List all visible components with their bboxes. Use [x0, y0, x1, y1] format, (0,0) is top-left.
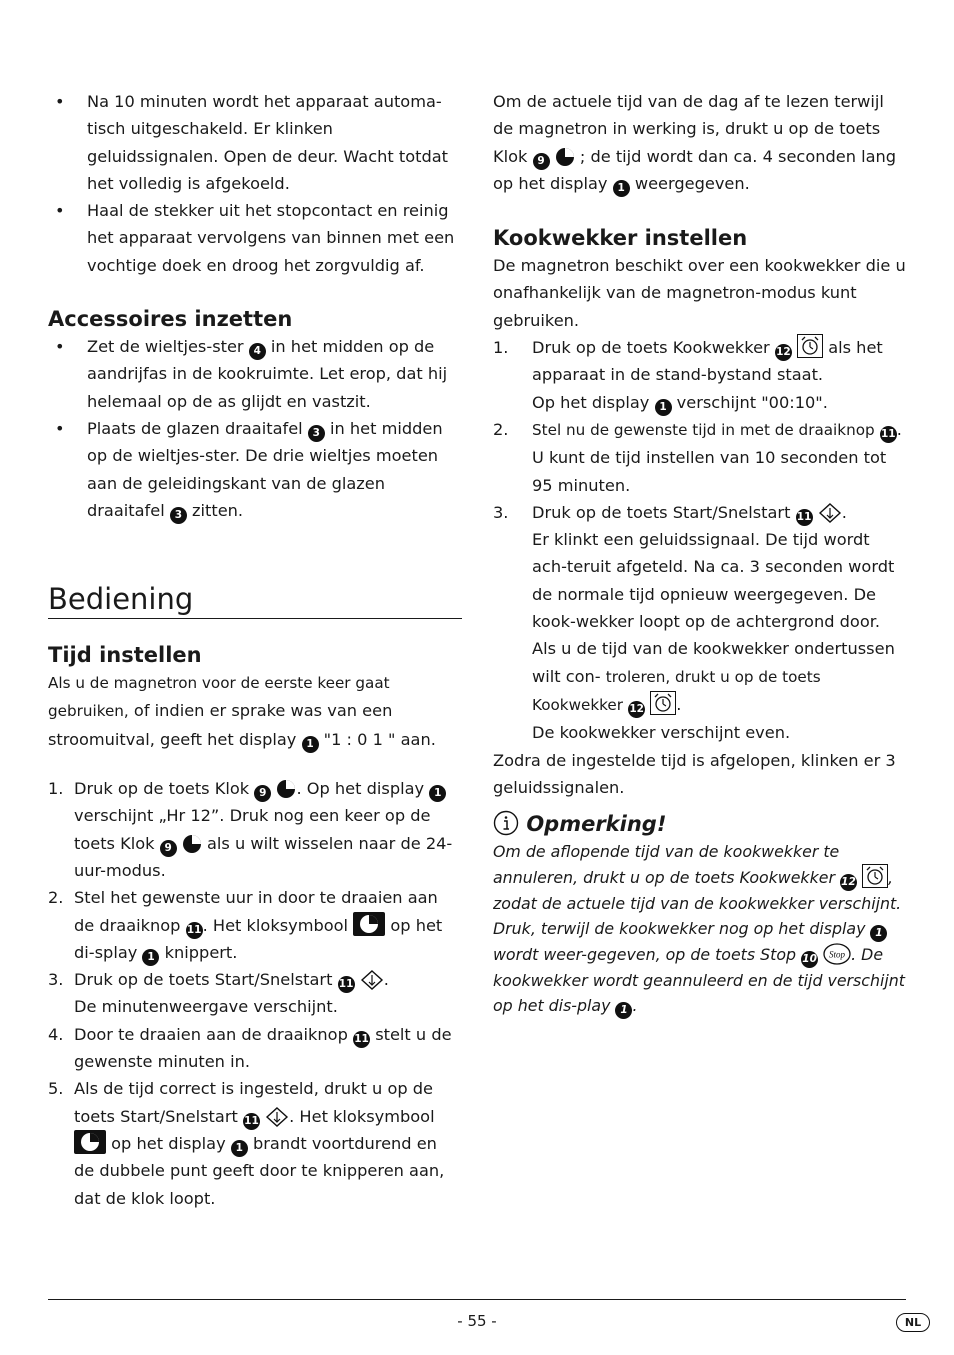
text: . Het kloksymbool [289, 1106, 435, 1126]
step-item [48, 966, 462, 1021]
section-title-tijd: Tijd instellen [48, 643, 202, 668]
paragraph [493, 88, 909, 197]
bullet: • [55, 337, 65, 357]
language-badge: NL [896, 1313, 930, 1332]
text: Zet de wieltjes-ster [87, 337, 244, 357]
ref-number: 1 [870, 925, 887, 942]
text: weergegeven. [634, 173, 750, 193]
text: Stel nu de gewenste tijd in met de draaiknop [532, 420, 875, 439]
ref-number: 1 [429, 785, 446, 802]
bullet: • [55, 92, 65, 111]
step-number: 5. [48, 1079, 64, 1099]
step-number: 2. [493, 419, 509, 439]
text: verschijnt „Hr 12”. Druk nog een keer op de toets Klok [74, 806, 431, 853]
text: Druk op de toets Kookwekker [532, 338, 770, 358]
step-item [48, 1021, 462, 1076]
text: als u wilt wisselen naar de 24-uur-modus. [74, 833, 453, 880]
text: , zodat de actuele tijd van de kookwekker verschijnt. Druk, terwijl de kookwekker nog op het display [493, 868, 902, 939]
text: Druk op de toets Start/Snelstart [532, 502, 791, 522]
text: Stel het gewenste uur in door te draaien aan de draaiknop [74, 888, 438, 935]
text: . [841, 502, 847, 522]
text: stelt u de gewenste minuten in. [74, 1024, 452, 1072]
ref-number: 4 [249, 343, 266, 360]
text: De kookwekker verschijnt even. [532, 723, 791, 743]
text: De minutenweergave verschijnt. [74, 997, 338, 1017]
ref-number: 1 [615, 1002, 632, 1019]
text: . [676, 694, 682, 714]
page-number: - 55 - [457, 1312, 497, 1330]
bullet: • [55, 201, 65, 221]
text: troleren, drukt u op de toets Kookwekker [532, 667, 821, 714]
left-column [48, 88, 462, 1212]
step-item [48, 884, 462, 966]
ref-number: 11 [353, 1031, 370, 1048]
paragraph: De magnetron beschikt over een kookwekker die u onafhankelijk van de magnetron-modus kunt gebruiken. [493, 256, 906, 330]
list-item [48, 415, 462, 524]
step-number: 2. [48, 888, 64, 908]
ref-number: 9 [254, 785, 271, 802]
text: ; de tijd wordt dan ca. 4 seconden lang op het display [493, 146, 897, 193]
text: op het display [111, 1133, 226, 1153]
stop-icon-label: Stop [829, 949, 846, 960]
bullet-text: Haal de stekker uit het stopcontact en reinig het apparaat vervolgens van binnen met een vochtige doek en droog het zorgvuldig af. [87, 201, 455, 275]
clock-icon [276, 779, 296, 799]
step-item [48, 775, 462, 884]
footer-rule [48, 1299, 906, 1300]
ref-number: 11 [880, 426, 897, 443]
ref-number: 12 [840, 874, 857, 891]
ref-number: 12 [775, 344, 792, 361]
text: verschijnt "00:10". [676, 392, 828, 412]
alarm-clock-icon [797, 334, 823, 358]
text: . [383, 970, 389, 990]
text: op het di-splay [74, 915, 443, 962]
text: Druk op de toets Klok [74, 779, 250, 799]
step-number: 1. [48, 779, 64, 799]
text: of indien er sprake was van een stroomuitval, geeft het display [48, 701, 393, 749]
step-number: 3. [48, 970, 64, 990]
ref-number: 9 [533, 153, 550, 170]
text: brandt voortdurend en de dubbele punt geeft door te knipperen aan, dat de klok loopt. [74, 1133, 445, 1208]
stop-icon [823, 943, 851, 965]
ref-number: 3 [170, 507, 187, 524]
step-number: 4. [48, 1024, 64, 1044]
step-item [493, 499, 909, 747]
text: wordt weer-gegeven, op de toets Stop [493, 945, 797, 965]
clock-icon [182, 834, 202, 854]
step-item [493, 334, 909, 416]
text: Door te draaien aan de draaiknop [74, 1024, 348, 1044]
note-box [493, 809, 909, 1019]
note-text [493, 839, 909, 1019]
step-item [48, 1075, 462, 1211]
bullet: • [55, 418, 65, 438]
text: Om de actuele tijd van de dag af te lezen terwijl de magnetron in werking is, drukt u op de toets Klok [493, 92, 884, 166]
ref-number: 11 [796, 509, 813, 526]
paragraph: Zodra de ingestelde tijd is afgelopen, klinken er 3 geluidssignalen. [493, 750, 896, 797]
text: U kunt de tijd instellen van 10 seconden tot 95 minuten. [532, 448, 887, 495]
clock-symbol-icon [74, 1130, 106, 1154]
step-item [493, 416, 909, 499]
start-icon [265, 1107, 289, 1127]
text: . Op het display [296, 779, 425, 799]
paragraph [48, 669, 462, 753]
ref-number: 1 [231, 1140, 248, 1157]
section-title-accessoires: Accessoires inzetten [48, 307, 293, 332]
ref-number: 1 [613, 180, 630, 197]
step-number: 3. [493, 502, 509, 522]
text: Druk op de toets Start/Snelstart [74, 970, 333, 990]
note-title: Opmerking! [526, 812, 667, 837]
text: Om de aflopende tijd van de kookwekker te annuleren, drukt u op de toets Kookwekker [493, 842, 840, 888]
start-icon [360, 970, 384, 990]
text: in het midden op de wieltjes-ster. De drie wieltjes moeten aan de geleidingskant van de glazen draaitafel [87, 418, 443, 520]
list-item [48, 197, 462, 279]
section-title-kookwekker: Kookwekker instellen [493, 226, 748, 251]
list-item [48, 88, 462, 197]
bullet-text: Na 10 minuten wordt het apparaat automa-tisch uitgeschakeld. Er klinken geluidssignalen. Open de deur. Wacht totdat het volledig is afgekoeld. [87, 92, 448, 193]
text: Plaats de glazen draaitafel [87, 418, 303, 438]
text: knippert. [164, 942, 238, 962]
note-heading [493, 809, 909, 839]
step-number: 1. [493, 338, 509, 358]
right-column [493, 88, 909, 1019]
ref-number: 11 [186, 922, 203, 939]
text: Er klinkt een geluidssignaal. De tijd wordt ach-teruit afgeteld. Na ca. 3 seconden wordt de normale tijd opnieuw weergegeven. De kook-wekker loopt op de achtergrond door. Als u de tijd van de kookwekker ondertussen wilt con- [532, 530, 895, 686]
ref-number: 1 [655, 399, 672, 416]
start-icon [818, 503, 842, 523]
ref-number: 3 [308, 425, 325, 442]
ref-number: 10 [801, 951, 818, 968]
ref-number: 1 [142, 949, 159, 966]
alarm-clock-icon [862, 864, 888, 888]
ref-number: 11 [338, 976, 355, 993]
text: Als u de magnetron voor de eerste keer gaat gebruiken, [48, 674, 390, 721]
text: . [896, 419, 902, 439]
clock-symbol-icon [353, 912, 385, 936]
text: . De kookwekker wordt geannuleerd en de tijd verschijnt op het dis-play [493, 945, 905, 1016]
ref-number: 11 [243, 1113, 260, 1130]
ref-number: 12 [628, 701, 645, 718]
clock-icon [555, 147, 575, 167]
info-icon [493, 810, 519, 836]
text: . [632, 996, 638, 1016]
ref-number: 1 [302, 736, 319, 753]
ref-number: 9 [160, 840, 177, 857]
text: als het apparaat in de stand-bystand staat. [532, 338, 883, 385]
text: Als de tijd correct is ingesteld, drukt u op de toets Start/Snelstart [74, 1079, 434, 1126]
text: Op het display [532, 392, 650, 412]
text: "1 : 0 1 " aan. [323, 729, 436, 749]
text: zitten. [192, 500, 244, 520]
list-item [48, 333, 462, 415]
text: . Het kloksymbool [202, 915, 349, 935]
chapter-title-bediening: Bediening [48, 582, 194, 617]
text: in het midden op de aandrijfas in de kookruimte. Let erop, dat hij helemaal op de as glijdt en vastzit. [87, 337, 448, 411]
chapter-heading [48, 580, 462, 619]
alarm-clock-icon [650, 691, 676, 715]
